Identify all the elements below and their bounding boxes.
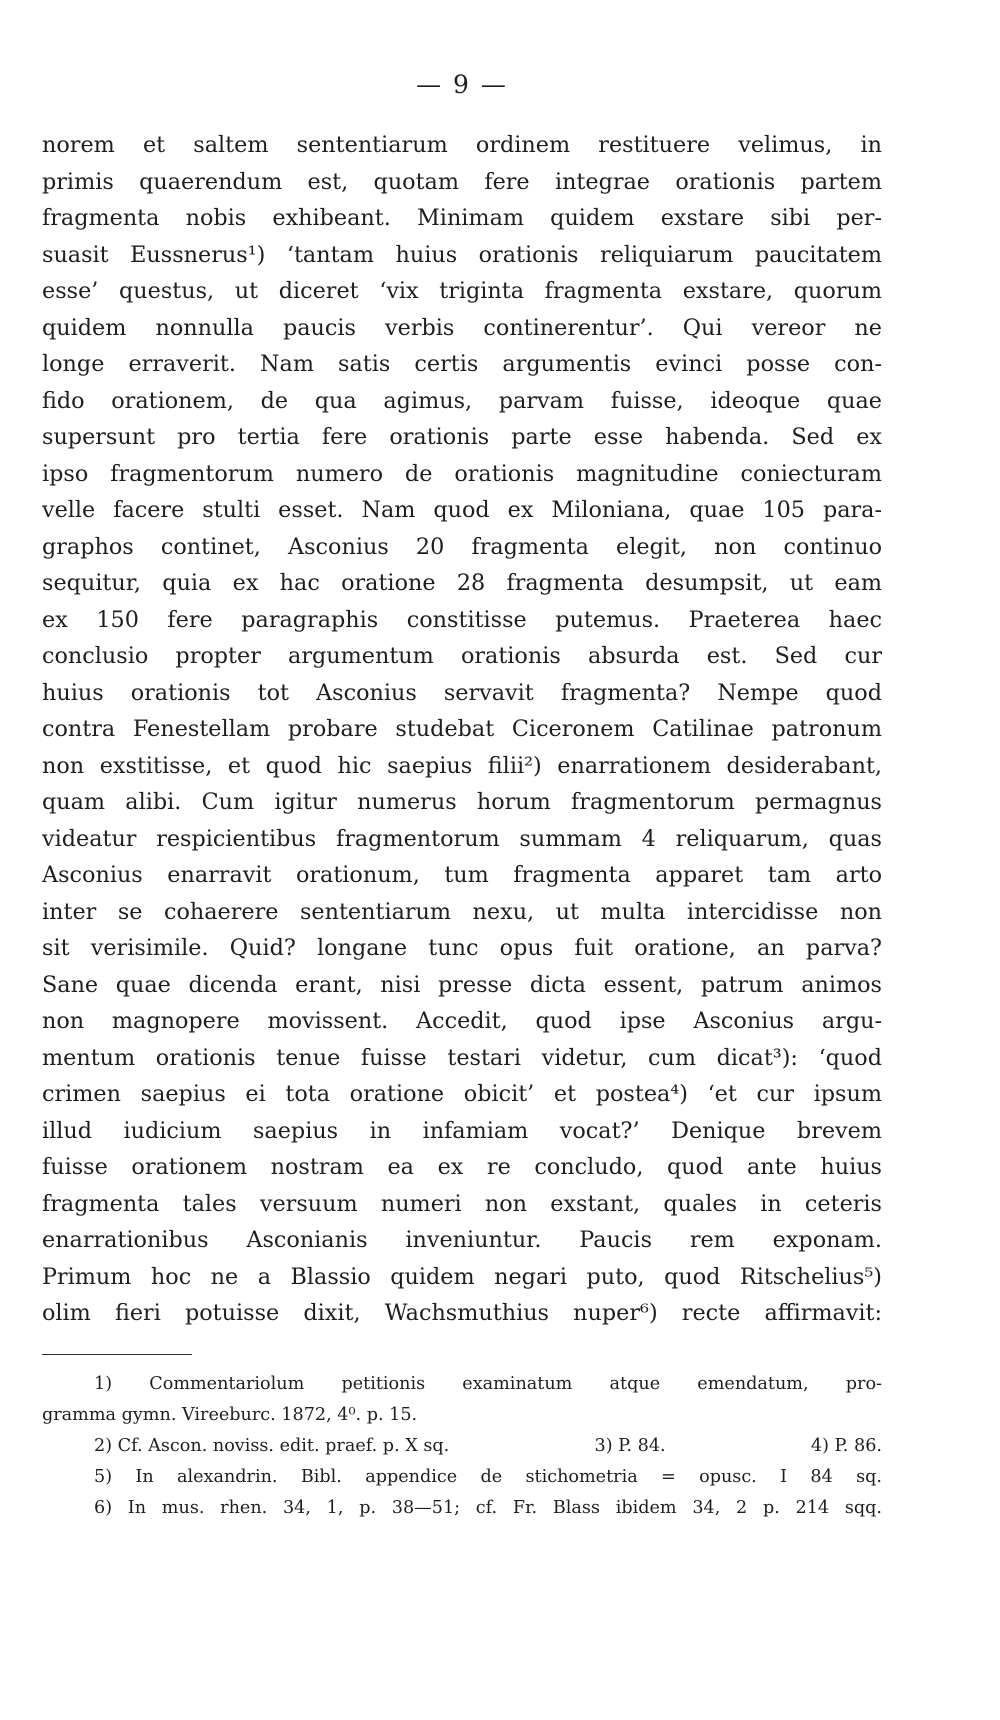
text-line: quidem nonnulla paucis verbis continerentur’. Qui vereor ne <box>42 314 882 341</box>
footnote-separator <box>42 1354 192 1355</box>
text-line: ipso fragmentorum numero de orationis magnitudine coniecturam <box>42 460 882 487</box>
text-line: non exstitisse, et quod hic saepius filii²) enarrationem desiderabant, <box>42 752 882 779</box>
text-line: sit verisimile. Quid? longane tunc opus fuit oratione, an parva? <box>42 935 882 961</box>
text-line: norem et saltem sententiarum ordinem restituere velimus, in <box>42 132 882 158</box>
text-line: illud iudicium saepius in infamiam vocat?’ Denique brevem <box>42 1117 882 1144</box>
footnote-row-2-4 <box>42 1431 882 1462</box>
footnote-6: 6) In mus. rhen. 34, 1, p. 38—51; cf. Fr. Blass ibidem 34, 2 p. 214 sqq. <box>94 1497 882 1518</box>
text-line: velle facere stulti esset. Nam quod ex Miloniana, quae 105 para- <box>42 497 882 523</box>
text-line: sequitur, quia ex hac oratione 28 fragmenta desumpsit, ut eam <box>42 570 882 596</box>
text-line: Sane quae dicenda erant, nisi presse dicta essent, patrum animos <box>42 971 882 998</box>
text-line: contra Fenestellam probare studebat Ciceronem Catilinae patronum <box>42 716 882 742</box>
footnotes <box>42 1369 882 1524</box>
text-line: huius orationis tot Asconius servavit fragmenta? Nempe quod <box>42 679 882 706</box>
text-line: primis quaerendum est, quotam fere integrae orationis partem <box>42 168 882 195</box>
text-line: mentum orationis tenue fuisse testari videtur, cum dicat³): ‘quod <box>42 1044 882 1071</box>
text-line: conclusio propter argumentum orationis absurda est. Sed cur <box>42 643 882 669</box>
footnote-4: 4) P. 86. <box>810 1435 882 1456</box>
footnote-1-line-1: 1) Commentariolum petitionis examinatum atque emendatum, pro- <box>94 1373 882 1394</box>
text-line: longe erraverit. Nam satis certis argumentis evinci posse con- <box>42 351 882 377</box>
footnote-3: 3) P. 84. <box>594 1435 666 1456</box>
text-line: Asconius enarravit orationum, tum fragmenta apparet tam arto <box>42 862 882 888</box>
text-line: enarrationibus Asconianis inveniuntur. Paucis rem exponam. <box>42 1227 882 1253</box>
footnote-2: 2) Cf. Ascon. noviss. edit. praef. p. X sq. <box>94 1435 450 1456</box>
page-number: — 9 — <box>416 70 508 99</box>
book-page <box>42 70 882 1524</box>
text-line: non magnopere movissent. Accedit, quod ipse Asconius argu- <box>42 1008 882 1034</box>
text-line: esse’ questus, ut diceret ‘vix triginta fragmenta exstare, quorum <box>42 278 882 304</box>
text-line: fido orationem, de qua agimus, parvam fuisse, ideoque quae <box>42 387 882 414</box>
main-text <box>42 127 882 1332</box>
text-line: inter se cohaerere sententiarum nexu, ut multa intercidisse non <box>42 898 882 925</box>
text-line: suasit Eussnerus¹) ‘tantam huius orationis reliquiarum paucitatem <box>42 241 882 268</box>
text-line: Primum hoc ne a Blassio quidem negari puto, quod Ritschelius⁵) <box>42 1263 882 1290</box>
footnote-5: 5) In alexandrin. Bibl. appendice de stichometria = opusc. I 84 sq. <box>94 1466 882 1487</box>
text-line: fuisse orationem nostram ea ex re concludo, quod ante huius <box>42 1154 882 1180</box>
text-line: graphos continet, Asconius 20 fragmenta elegit, non continuo <box>42 533 882 560</box>
text-line: ex 150 fere paragraphis constitisse putemus. Praeterea haec <box>42 606 882 633</box>
text-line: crimen saepius ei tota oratione obicit’ et postea⁴) ‘et cur ipsum <box>42 1081 882 1107</box>
text-line: quam alibi. Cum igitur numerus horum fragmentorum permagnus <box>42 789 882 815</box>
text-line: supersunt pro tertia fere orationis parte esse habenda. Sed ex <box>42 424 882 450</box>
text-line: videatur respicientibus fragmentorum summam 4 reliquarum, quas <box>42 825 882 852</box>
footnote-1-line-2: gramma gymn. Vireeburc. 1872, 4⁰. p. 15. <box>42 1404 418 1425</box>
text-line: fragmenta nobis exhibeant. Minimam quidem exstare sibi per- <box>42 205 882 231</box>
text-line: fragmenta tales versuum numeri non exstant, quales in ceteris <box>42 1190 882 1217</box>
text-line: olim fieri potuisse dixit, Wachsmuthius nuper⁶) recte affirmavit: <box>42 1300 882 1326</box>
